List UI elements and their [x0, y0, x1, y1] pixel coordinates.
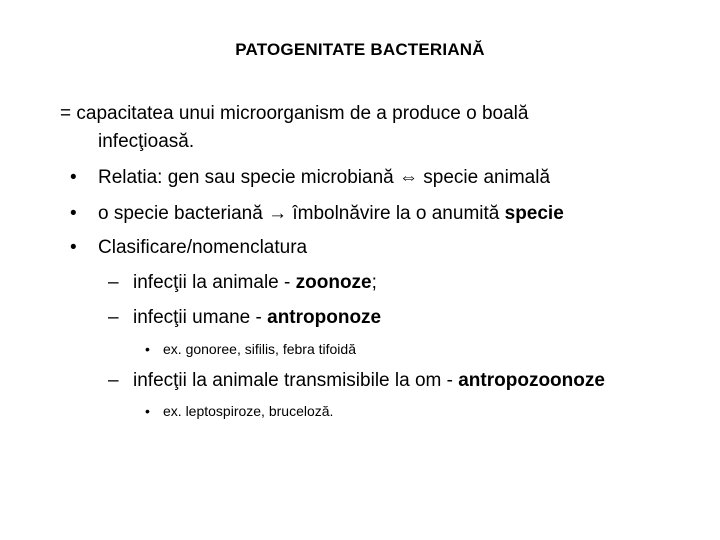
sub-item-antropozoonoze [133, 370, 605, 392]
sub-item-zoonoze [133, 272, 377, 294]
sub-item-marker: – [108, 307, 119, 328]
sub-item-zoonoze-bold: zoonoze [295, 272, 372, 293]
sub-item-antroponoze [133, 307, 381, 329]
sub-item-antroponoze-bold: antroponoze [267, 307, 382, 328]
definition-line-1: = capacitatea unui microorganism de a produce o boală [60, 103, 529, 124]
bullet-specie-text: o specie bacteriană [98, 203, 269, 224]
sub-item-marker: – [108, 272, 119, 293]
slide-title: PATOGENITATE BACTERIANĂ [235, 40, 485, 59]
bullet-relatia-text-end: specie animală [418, 167, 551, 188]
bullet-specie-bold: specie [504, 203, 564, 224]
example-antropozoonoze: ex. leptospiroze, bruceloză. [163, 403, 334, 419]
sub-item-marker: – [108, 370, 119, 391]
bullet-specie-text-end: îmbolnăvire la o anumită [287, 203, 505, 224]
right-arrow-icon: → [268, 203, 288, 224]
sub-item-zoonoze-text: infecţii la animale - [133, 272, 296, 293]
bullet-clasificare: Clasificare/nomenclatura [98, 237, 308, 258]
sub-item-antropozoonoze-bold: antropozoonoze [458, 370, 605, 391]
example-marker: • [145, 341, 150, 357]
definition-line-2: infecţioasă. [98, 131, 195, 152]
sub-item-antropozoonoze-text: infecţii la animale transmisibile la om - [133, 370, 459, 391]
bullet-marker: • [70, 167, 77, 188]
bullet-relatia-text: Relatia: gen sau specie microbiană [98, 167, 400, 188]
example-antroponoze: ex. gonoree, sifilis, febra tifoidă [163, 341, 356, 357]
bullet-specie [98, 203, 564, 225]
bullet-relatia [98, 167, 550, 189]
bullet-marker: • [70, 203, 77, 224]
sub-item-zoonoze-suffix: ; [371, 272, 377, 293]
bullet-marker: • [70, 237, 77, 258]
double-arrow-icon: ⇔ [399, 167, 419, 188]
sub-item-antroponoze-text: infecţii umane - [133, 307, 268, 328]
example-marker: • [145, 403, 150, 419]
